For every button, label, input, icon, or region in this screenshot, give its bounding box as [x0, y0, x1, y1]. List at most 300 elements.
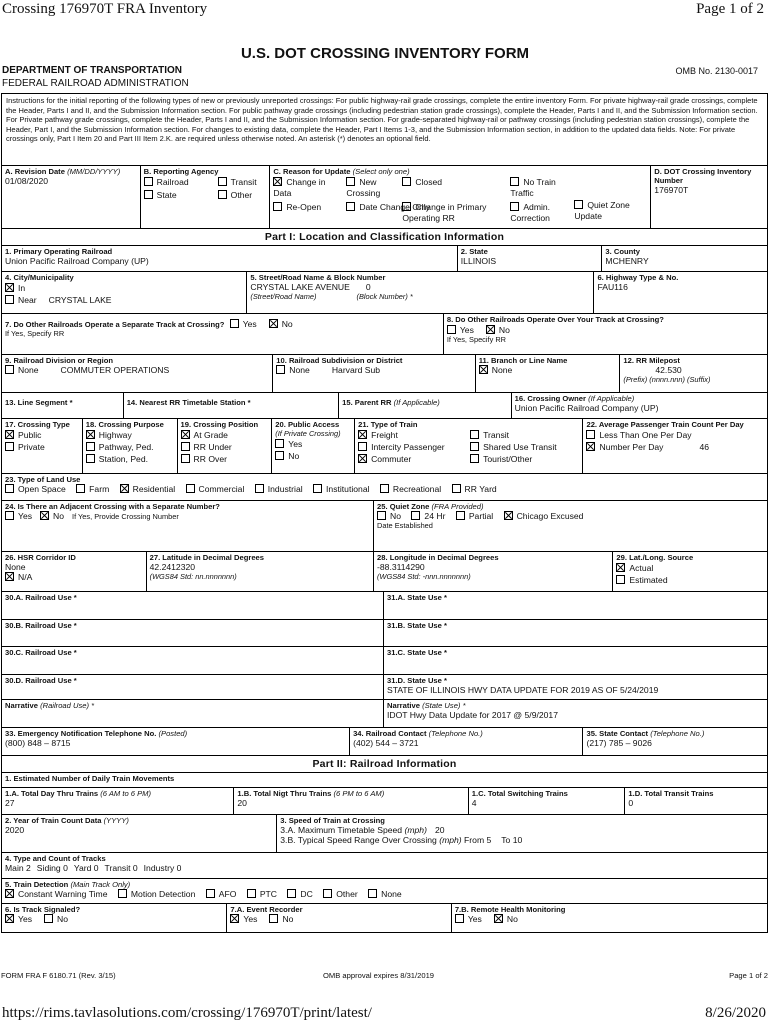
quiet-24hr-label: 24 Hr — [424, 511, 446, 521]
detection-other-label: Other — [336, 889, 358, 899]
land-use-field — [2, 474, 767, 500]
train-transit-label: Transit — [483, 430, 510, 440]
other-rr-separate-ifyes: If Yes, Specify RR — [5, 329, 65, 338]
state-use-c-field — [384, 647, 767, 674]
position-rr-under-label: RR Under — [193, 442, 232, 452]
county-value: MCHENRY — [605, 256, 649, 266]
agency-transit-checkbox[interactable] — [218, 177, 227, 186]
detection-dc-label: DC — [300, 889, 313, 899]
branch-none-checkbox[interactable] — [479, 365, 488, 374]
reason-admin-correction-label: Admin. Correction — [510, 202, 551, 223]
track-count-field — [2, 853, 767, 878]
browser-print-footer — [0, 1003, 770, 1023]
typical-speed-text: 3.B. Typical Speed Range Over Crossing — [280, 835, 437, 845]
track-signaled-label: 6. Is Track Signaled? — [5, 905, 81, 914]
recorder-yes-checkbox[interactable] — [230, 914, 239, 923]
number-per-day-value: 46 — [699, 442, 710, 452]
reason-closed-checkbox[interactable] — [402, 177, 411, 186]
train-speed-field — [277, 815, 767, 852]
form-page-number: Page 1 of 2 — [729, 971, 768, 980]
agency-state-label: State — [156, 190, 177, 200]
state-use-c-label: 31.C. State Use * — [387, 648, 447, 657]
quiet-no-label: No — [390, 511, 402, 521]
passenger-count-field — [583, 419, 767, 473]
line-segment-label: 13. Line Segment * — [5, 398, 73, 407]
quiet-chicago-checkbox[interactable] — [504, 511, 513, 520]
train-count-year-label: 2. Year of Train Count Data — [5, 816, 102, 825]
less-than-one-checkbox[interactable] — [586, 430, 595, 439]
quiet-zone-field — [374, 501, 767, 551]
position-rr-over-checkbox[interactable] — [181, 454, 190, 463]
source-actual-label: Actual — [629, 563, 654, 573]
longitude-field — [374, 552, 613, 591]
reason-for-update-field — [270, 166, 651, 228]
branch-none-label: None — [491, 365, 513, 375]
reason-change-primary-rr-checkbox[interactable] — [402, 202, 411, 211]
train-intercity-label: Intercity Passenger — [371, 442, 445, 452]
train-shared-use-checkbox[interactable] — [470, 442, 479, 451]
state-label: 2. State — [460, 247, 488, 256]
public-access-no-label: No — [288, 451, 300, 461]
track-transit: Transit 0 — [104, 863, 138, 873]
state-contact-field — [583, 728, 767, 755]
city-in-label: In — [18, 283, 26, 293]
other-rr-over-track-label: 8. Do Other Railroads Operate Over Your Track at Crossing? — [446, 315, 664, 324]
subdivision-field — [273, 355, 475, 392]
train-commuter-checkbox[interactable] — [358, 454, 367, 463]
railroad-use-d-field — [2, 675, 384, 699]
crossing-owner-label: 16. Crossing Owner — [514, 394, 586, 403]
land-commercial-label: Commercial — [198, 484, 245, 494]
narrative-railroad-label: Narrative — [5, 701, 38, 710]
agency-railroad-checkbox[interactable] — [144, 177, 153, 186]
public-access-label: 20. Public Access — [275, 420, 340, 429]
quiet-zone-date: Date Established — [377, 521, 433, 530]
primary-railroad-label: 1. Primary Operating Railroad — [5, 247, 113, 256]
highway-type-value: FAU116 — [597, 282, 628, 292]
train-detection-hint: (Main Track Only) — [70, 880, 131, 889]
typical-speed-from: From 5 — [464, 835, 492, 845]
train-shared-use-label: Shared Use Transit — [483, 442, 557, 452]
line-segment-field — [2, 393, 124, 418]
crossing-position-label: 19. Crossing Position — [180, 420, 259, 429]
state-contact-label: 35. State Contact — [586, 729, 649, 738]
detection-other-checkbox[interactable] — [323, 889, 332, 898]
night-thru-trains-field — [234, 788, 468, 814]
parent-rr-field — [339, 393, 512, 418]
other-rr-separate-yes-checkbox[interactable] — [230, 319, 239, 328]
other-rr-over-yes-checkbox[interactable] — [447, 325, 456, 334]
railroad-use-a-label: 30.A. Railroad Use * — [5, 593, 77, 602]
reason-date-change-checkbox[interactable] — [346, 202, 355, 211]
agency-state-checkbox[interactable] — [144, 190, 153, 199]
nearest-station-field — [124, 393, 339, 418]
land-recreational-checkbox[interactable] — [380, 484, 389, 493]
train-count-year-hint: (YYYY) — [103, 816, 129, 825]
quiet-chicago-label: Chicago Excused — [516, 511, 584, 521]
train-count-year-field — [2, 815, 277, 852]
hsr-corridor-label: 26. HSR Corridor ID — [5, 553, 76, 562]
parent-rr-hint: (If Applicable) — [393, 398, 440, 407]
reporting-agency-field — [141, 166, 271, 228]
land-open-space-checkbox[interactable] — [5, 484, 14, 493]
city-field — [2, 272, 247, 313]
train-detection-field — [2, 879, 767, 903]
primary-railroad-value: Union Pacific Railroad Company (UP) — [5, 256, 149, 266]
event-recorder-label: 7.A. Event Recorder — [230, 905, 303, 914]
part2-title: Part II: Railroad Information — [312, 758, 457, 770]
division-none-checkbox[interactable] — [5, 365, 14, 374]
milepost-field — [620, 355, 767, 392]
street-name-value: CRYSTAL LAKE AVENUE — [250, 282, 350, 292]
reason-reopen-checkbox[interactable] — [273, 202, 282, 211]
subdivision-none-checkbox[interactable] — [276, 365, 285, 374]
detection-afo-label: AFO — [218, 889, 237, 899]
public-access-yes-label: Yes — [288, 439, 303, 449]
recorder-yes-label: Yes — [243, 914, 258, 924]
latitude-value: 42.2412320 — [149, 562, 196, 572]
milepost-value: 42.530 — [655, 365, 682, 375]
source-estimated-label: Estimated — [629, 575, 668, 585]
purpose-station-checkbox[interactable] — [86, 454, 95, 463]
day-thru-trains-field — [2, 788, 234, 814]
other-rr-over-track-field — [444, 314, 767, 354]
revision-date-label: A. Revision Date — [5, 167, 65, 176]
recorder-no-label: No — [282, 914, 294, 924]
monitoring-no-checkbox[interactable] — [494, 914, 503, 923]
train-type-field — [355, 419, 583, 473]
reason-admin-correction-checkbox[interactable] — [510, 202, 519, 211]
revision-date-hint: (MM/DD/YYYY) — [67, 167, 121, 176]
state-use-d-field — [384, 675, 767, 699]
detection-cwt-checkbox[interactable] — [5, 889, 14, 898]
detection-ptc-label: PTC — [259, 889, 278, 899]
land-farm-checkbox[interactable] — [76, 484, 85, 493]
day-thru-trains-hint: (6 AM to 6 PM) — [100, 789, 152, 798]
block-number-hint: (Block Number) * — [356, 292, 413, 301]
quiet-zone-hint: (FRA Provided) — [431, 502, 484, 511]
narrative-state-value: IDOT Hwy Data Update for 2017 @ 5/9/2017 — [387, 710, 558, 720]
position-rr-under-checkbox[interactable] — [181, 442, 190, 451]
crossing-owner-hint: (If Applicable) — [588, 394, 635, 403]
land-residential-label: Residential — [132, 484, 176, 494]
adjacent-no-checkbox[interactable] — [40, 511, 49, 520]
train-speed-label: 3. Speed of Train at Crossing — [280, 816, 385, 825]
purpose-highway-checkbox[interactable] — [86, 430, 95, 439]
night-thru-trains-value: 20 — [237, 798, 247, 808]
quiet-partial-label: Partial — [468, 511, 494, 521]
branch-label: 11. Branch or Line Name — [478, 356, 568, 365]
parent-rr-label: 15. Parent RR — [342, 398, 392, 407]
dot-crossing-number-label: D. DOT Crossing Inventory Number — [654, 167, 752, 185]
omb-number: OMB No. 2130-0017 — [675, 66, 758, 76]
passenger-count-label: 22. Average Passenger Train Count Per Day — [586, 420, 744, 429]
reason-no-train-traffic-checkbox[interactable] — [510, 177, 519, 186]
narrative-railroad-hint: (Railroad Use) * — [40, 701, 95, 710]
form-title: U.S. DOT CROSSING INVENTORY FORM — [240, 45, 530, 62]
quiet-partial-checkbox[interactable] — [456, 511, 465, 520]
reason-quiet-zone-label: Quiet Zone Update — [574, 200, 630, 221]
primary-railroad-field — [2, 246, 458, 271]
nearest-station-label: 14. Nearest RR Timetable Station * — [126, 398, 251, 407]
purpose-pathway-label: Pathway, Ped. — [98, 442, 154, 452]
other-rr-over-yes-label: Yes — [459, 325, 474, 335]
narrative-state-label: Narrative — [387, 701, 420, 710]
crossing-type-label: 17. Crossing Type — [5, 420, 70, 429]
state-use-b-label: 31.B. State Use * — [387, 621, 447, 630]
milepost-label: 12. RR Milepost — [623, 356, 680, 365]
state-contact-hint: (Telephone No.) — [650, 729, 705, 738]
adjacent-yes-label: Yes — [18, 511, 33, 521]
crossing-private-checkbox[interactable] — [5, 442, 14, 451]
emergency-phone-hint: (Posted) — [158, 729, 188, 738]
daily-train-movements-field — [2, 773, 767, 787]
crossing-public-label: Public — [18, 430, 42, 440]
land-commercial-checkbox[interactable] — [186, 484, 195, 493]
city-near-checkbox[interactable] — [5, 295, 14, 304]
street-field — [247, 272, 594, 313]
health-monitoring-field — [452, 904, 767, 932]
position-rr-over-label: RR Over — [193, 454, 227, 464]
train-transit-checkbox[interactable] — [470, 430, 479, 439]
train-intercity-checkbox[interactable] — [358, 442, 367, 451]
land-industrial-label: Industrial — [267, 484, 303, 494]
train-freight-label: Freight — [371, 430, 398, 440]
part1-title: Part I: Location and Classification Information — [264, 231, 505, 243]
detection-cwt-label: Constant Warning Time — [18, 889, 108, 899]
max-speed-hint: (mph) — [404, 825, 427, 835]
reason-change-in-data-checkbox[interactable] — [273, 177, 282, 186]
crossing-type-field — [2, 419, 83, 473]
city-label: 4. City/Municipality — [5, 273, 74, 282]
railroad-use-a-field — [2, 592, 384, 619]
number-per-day-checkbox[interactable] — [586, 442, 595, 451]
land-residential-checkbox[interactable] — [120, 484, 129, 493]
railroad-use-b-label: 30.B. Railroad Use * — [5, 621, 77, 630]
other-rr-separate-yes-label: Yes — [242, 319, 257, 329]
state-contact-value: (217) 785 – 9026 — [586, 738, 652, 748]
print-header-title: Crossing 176970T FRA Inventory — [2, 1, 208, 17]
state-use-d-value: STATE OF ILLINOIS HWY DATA UPDATE FOR 2019 AS OF 5/24/2019 — [387, 685, 659, 695]
quiet-zone-label: 25. Quiet Zone — [377, 502, 430, 511]
transit-trains-field — [625, 788, 767, 814]
longitude-hint: (WGS84 Std: -nnn.nnnnnnn) — [377, 572, 471, 581]
county-label: 3. County — [605, 247, 641, 256]
quiet-24hr-checkbox[interactable] — [411, 511, 420, 520]
state-use-b-field — [384, 620, 767, 646]
detection-motion-checkbox[interactable] — [118, 889, 127, 898]
detection-afo-checkbox[interactable] — [206, 889, 215, 898]
land-institutional-checkbox[interactable] — [313, 484, 322, 493]
railroad-use-d-label: 30.D. Railroad Use * — [5, 676, 77, 685]
switching-trains-label: 1.C. Total Switching Trains — [471, 789, 568, 798]
land-rr-yard-label: RR Yard — [464, 484, 497, 494]
railroad-contact-field — [350, 728, 583, 755]
reason-label: C. Reason for Update — [273, 167, 351, 176]
source-estimated-checkbox[interactable] — [616, 575, 625, 584]
source-actual-checkbox[interactable] — [616, 563, 625, 572]
other-rr-over-ifyes: If Yes, Specify RR — [446, 335, 506, 344]
land-institutional-label: Institutional — [326, 484, 370, 494]
subdivision-label: 10. Railroad Subdivision or District — [276, 356, 403, 365]
land-use-label: 23. Type of Land Use — [5, 475, 81, 484]
purpose-highway-label: Highway — [98, 430, 132, 440]
monitoring-yes-label: Yes — [467, 914, 482, 924]
train-tourist-checkbox[interactable] — [470, 454, 479, 463]
narrative-railroad-field — [2, 700, 384, 727]
track-signaled-field — [2, 904, 227, 932]
track-industry: Industry 0 — [143, 863, 182, 873]
latitude-field — [147, 552, 374, 591]
transit-trains-value: 0 — [628, 798, 634, 808]
branch-field — [476, 355, 621, 392]
public-access-field — [272, 419, 355, 473]
reason-reopen-label: Re-Open — [286, 202, 322, 212]
other-rr-separate-track-field — [2, 314, 444, 354]
max-speed-value: 20 — [434, 825, 445, 835]
revision-date-value: 01/08/2020 — [5, 176, 49, 186]
reporting-agency-label: B. Reporting Agency — [143, 167, 219, 176]
hsr-na-checkbox[interactable] — [5, 572, 14, 581]
railroad-use-b-field — [2, 620, 384, 646]
department-name: DEPARTMENT OF TRANSPORTATION — [2, 65, 182, 76]
land-open-space-label: Open Space — [18, 484, 66, 494]
latitude-label: 27. Latitude in Decimal Degrees — [149, 553, 264, 562]
subdivision-none-label: None — [289, 365, 310, 375]
number-per-day-label: Number Per Day — [599, 442, 664, 452]
agency-other-checkbox[interactable] — [218, 190, 227, 199]
reason-hint: (Select only one) — [352, 167, 410, 176]
signaled-yes-checkbox[interactable] — [5, 914, 14, 923]
division-none-label: None — [18, 365, 39, 375]
typical-speed-hint: (mph) — [439, 835, 462, 845]
other-rr-over-no-checkbox[interactable] — [486, 325, 495, 334]
railroad-contact-hint: (Telephone No.) — [428, 729, 483, 738]
latitude-hint: (WGS84 Std: nn.nnnnnnn) — [149, 572, 237, 581]
subdivision-value: Harvard Sub — [331, 365, 381, 375]
reason-new-crossing-label: New Crossing — [346, 177, 381, 198]
highway-type-label: 6. Highway Type & No. — [597, 273, 679, 282]
city-in-checkbox[interactable] — [5, 283, 14, 292]
public-access-yes-checkbox[interactable] — [275, 439, 284, 448]
crossing-position-field — [178, 419, 273, 473]
crossing-public-checkbox[interactable] — [5, 430, 14, 439]
state-use-a-label: 31.A. State Use * — [387, 593, 447, 602]
adjacent-yes-checkbox[interactable] — [5, 511, 14, 520]
state-value: ILLINOIS — [460, 256, 497, 266]
inventory-form — [1, 93, 768, 933]
block-number-value: 0 — [365, 282, 371, 292]
reason-change-in-data-label: Change in Data — [273, 177, 326, 198]
detection-dc-checkbox[interactable] — [287, 889, 296, 898]
county-field — [602, 246, 767, 271]
revision-date-field — [2, 166, 141, 228]
state-field — [458, 246, 603, 271]
detection-motion-label: Motion Detection — [130, 889, 196, 899]
adjacent-no-label: No — [53, 511, 65, 521]
crossing-purpose-field — [83, 419, 178, 473]
transit-trains-label: 1.D. Total Transit Trains — [628, 789, 714, 798]
reason-no-train-traffic-label: No Train Traffic — [510, 177, 556, 198]
other-rr-separate-no-label: No — [281, 319, 293, 329]
milepost-hint: (Prefix) (nnnn.nnn) (Suffix) — [623, 375, 711, 384]
longitude-label: 28. Longitude in Decimal Degrees — [377, 553, 499, 562]
hsr-corridor-field — [2, 552, 147, 591]
detection-ptc-checkbox[interactable] — [247, 889, 256, 898]
emergency-phone-label: 33. Emergency Notification Telephone No. — [5, 729, 157, 738]
switching-trains-value: 4 — [471, 798, 477, 808]
reason-date-change-label: Date Change Only — [359, 202, 431, 212]
track-yard: Yard 0 — [73, 863, 99, 873]
event-recorder-field — [227, 904, 451, 932]
land-rr-yard-checkbox[interactable] — [452, 484, 461, 493]
reason-closed-label: Closed — [415, 177, 443, 187]
hsr-na-label: N/A — [18, 572, 33, 582]
signaled-yes-label: Yes — [18, 914, 33, 924]
land-farm-label: Farm — [89, 484, 110, 494]
instructions: Instructions for the initial reporting of the following types of new or previously unreported crossings: For public highway-rail grade crossings, complete the entire inventory Form. For private highway-rail grade crossings, complete the Header, Parts I and II, and the Submission Information section. For public pathway grade crossings (including pedestrian station grade crossings), complete the Header, Parts I and II, and the Submission Information section. For Private pathway grade crossings, complete the Header, Parts I and II, and the Submission Information section. For grade-separated highway-rail or pathway crossings (including pedestrian station crossings), complete the Header, Part I, and the Submission Information section. For changes to existing data, complete the Header, Part I Items 1-3, and the Submission Information section, in addition to the updated data fields. Note: For private crossings only, Part I Item 20 and Part III Item 2.K. are required unless otherwise noted. An asterisk (*) denotes an optional field. — [6, 96, 758, 144]
dot-crossing-number-value: 176970T — [654, 185, 689, 195]
print-footer-date: 8/26/2020 — [705, 1005, 766, 1021]
train-detection-label: 5. Train Detection — [5, 880, 69, 889]
day-thru-trains-label: 1.A. Total Day Thru Trains — [5, 789, 99, 798]
train-freight-checkbox[interactable] — [358, 430, 367, 439]
agency-railroad-label: Railroad — [156, 177, 189, 187]
signaled-no-checkbox[interactable] — [44, 914, 53, 923]
monitoring-yes-checkbox[interactable] — [455, 914, 464, 923]
day-thru-trains-value: 27 — [5, 798, 15, 808]
monitoring-no-label: No — [506, 914, 518, 924]
form-number: FORM FRA F 6180.71 (Rev. 3/15) — [1, 971, 116, 980]
print-footer-url: https://rims.tavlasolutions.com/crossing/176970T/print/latest/ — [2, 1005, 372, 1021]
public-access-no-checkbox[interactable] — [275, 451, 284, 460]
adjacent-ifyes: If Yes, Provide Crossing Number — [72, 512, 179, 521]
train-count-year-value: 2020 — [5, 825, 25, 835]
street-name-hint: (Street/Road Name) — [250, 292, 317, 301]
reason-new-crossing-checkbox[interactable] — [346, 177, 355, 186]
railroad-contact-value: (402) 544 – 3721 — [353, 738, 419, 748]
night-thru-trains-label: 1.B. Total Nigt Thru Trains — [237, 789, 332, 798]
reason-change-primary-rr-label: Change in Primary Operating RR — [402, 202, 487, 223]
max-speed-text: 3.A. Maximum Timetable Speed — [280, 825, 403, 835]
railroad-use-c-field — [2, 647, 384, 674]
division-value: COMMUTER OPERATIONS — [60, 365, 170, 375]
browser-print-header — [0, 0, 770, 20]
reason-quiet-zone-checkbox[interactable] — [574, 200, 583, 209]
position-at-grade-label: At Grade — [193, 430, 228, 440]
crossing-private-label: Private — [18, 442, 45, 452]
signaled-no-label: No — [57, 914, 69, 924]
railroad-contact-label: 34. Railroad Contact — [353, 729, 427, 738]
train-tourist-label: Tourist/Other — [483, 454, 533, 464]
purpose-station-label: Station, Ped. — [98, 454, 149, 464]
detection-none-checkbox[interactable] — [368, 889, 377, 898]
city-near-label: Near — [18, 295, 37, 305]
land-industrial-checkbox[interactable] — [255, 484, 264, 493]
recorder-no-checkbox[interactable] — [269, 914, 278, 923]
quiet-no-checkbox[interactable] — [377, 511, 386, 520]
emergency-phone-field — [2, 728, 350, 755]
other-rr-separate-no-checkbox[interactable] — [269, 319, 278, 328]
crossing-purpose-label: 18. Crossing Purpose — [85, 420, 164, 429]
less-than-one-label: Less Than One Per Day — [599, 430, 692, 440]
purpose-pathway-checkbox[interactable] — [86, 442, 95, 451]
longitude-value: -88.3114290 — [377, 562, 425, 572]
position-at-grade-checkbox[interactable] — [181, 430, 190, 439]
track-count-label: 4. Type and Count of Tracks — [5, 854, 106, 863]
division-label: 9. Railroad Division or Region — [5, 356, 114, 365]
other-rr-over-no-label: No — [498, 325, 510, 335]
